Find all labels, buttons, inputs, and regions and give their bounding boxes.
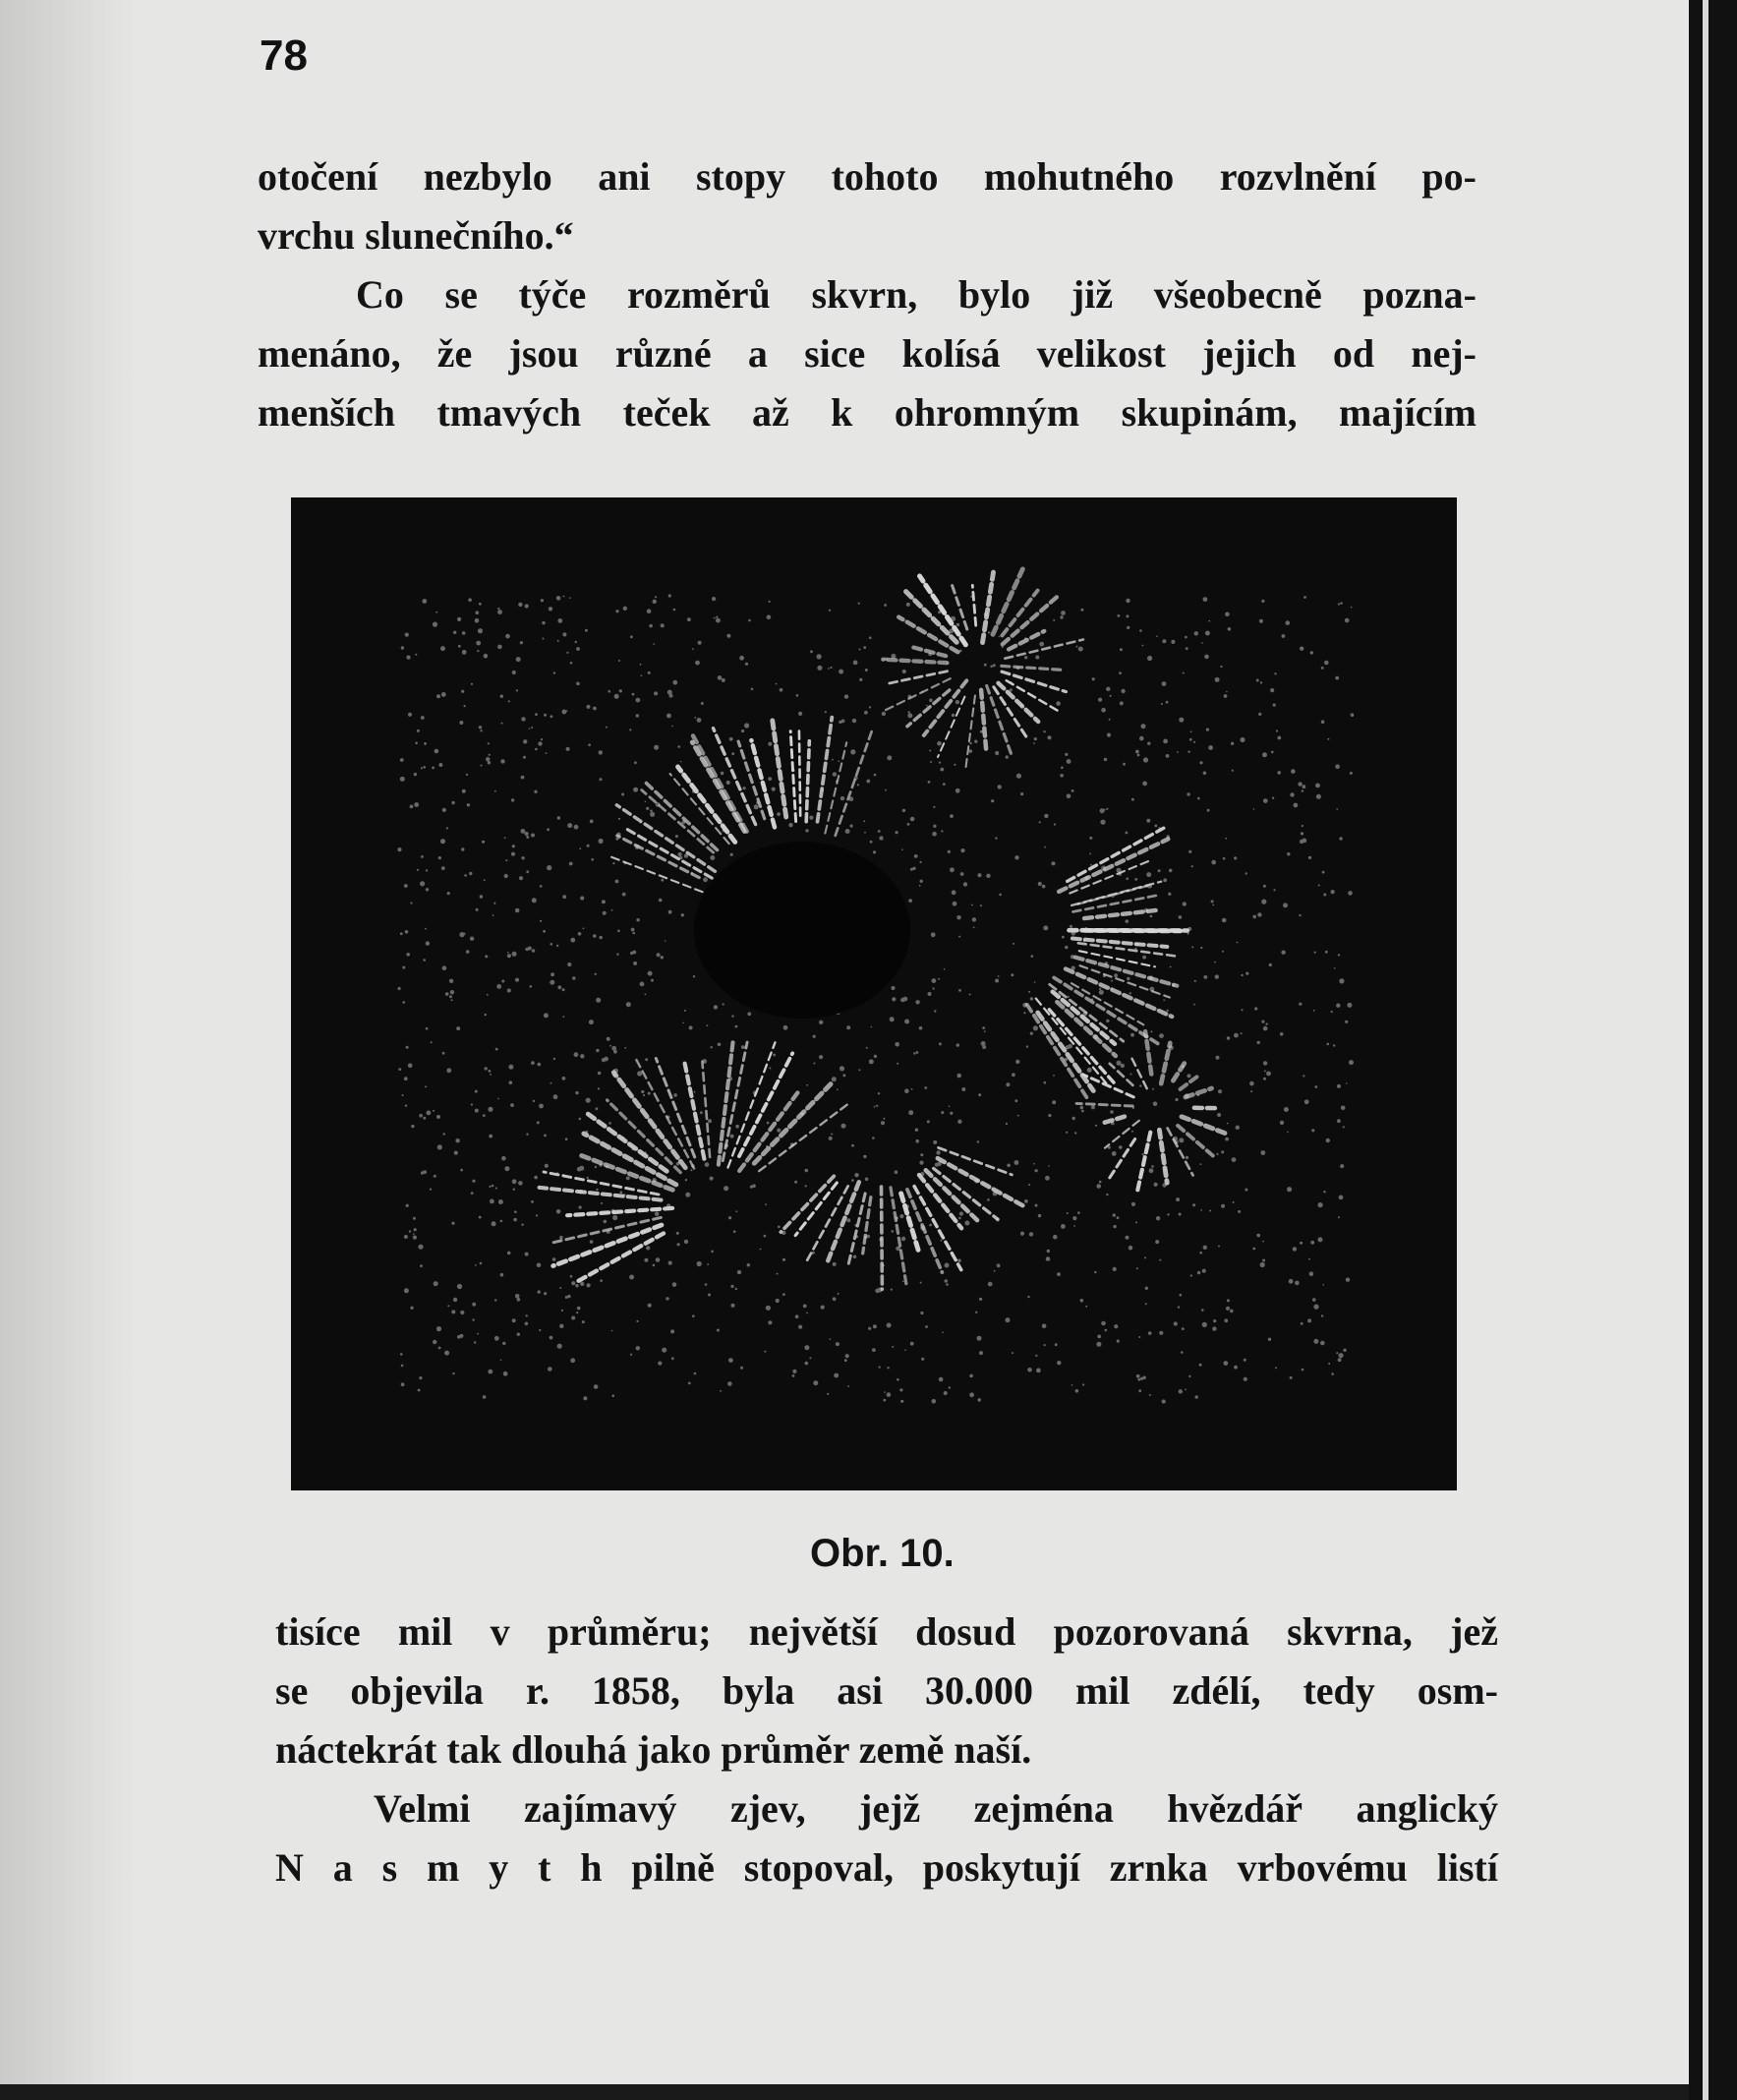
- sunspot-figure: [291, 497, 1457, 1490]
- bottom-paragraph: [275, 1603, 1498, 1897]
- text-line: se objevila r. 1858, byla asi 30.000 mil zdélí, tedy osm-: [275, 1668, 1498, 1713]
- top-paragraph: [258, 147, 1476, 442]
- umbra: [694, 842, 910, 1019]
- text-line: N a s m y t h pilně stopoval, poskytují zrnka vrbovému listí: [275, 1845, 1498, 1890]
- page-number: 78: [260, 31, 308, 80]
- figure-caption: Obr. 10.: [810, 1532, 955, 1575]
- text-line: otočení nezbylo ani stopy tohoto mohutného rozvlnění po-: [258, 154, 1476, 199]
- scan-border-line: [1703, 0, 1708, 2100]
- scan-border: [1689, 0, 1737, 2100]
- sunspot-illustration: [291, 497, 1457, 1490]
- text-line: náctekrát tak dlouhá jako průměr země naší.: [275, 1727, 1032, 1772]
- page-edge-shadow: [0, 0, 138, 2084]
- text-line: tisíce mil v průměru; největší dosud pozorovaná skvrna, jež: [275, 1609, 1498, 1654]
- text-line: vrchu slunečního.“: [258, 213, 574, 258]
- granulation: [397, 594, 1354, 1403]
- text-line: Co se týče rozměrů skvrn, bylo již všeobecně pozna-: [356, 272, 1476, 317]
- text-line: menších tmavých teček až k ohromným skupinám, majícím: [258, 390, 1476, 435]
- text-line: Velmi zajímavý zjev, jejž zejména hvězdář anglický: [374, 1786, 1498, 1831]
- text-line: menáno, že jsou různé a sice kolísá velikost jejich od nej-: [258, 331, 1476, 376]
